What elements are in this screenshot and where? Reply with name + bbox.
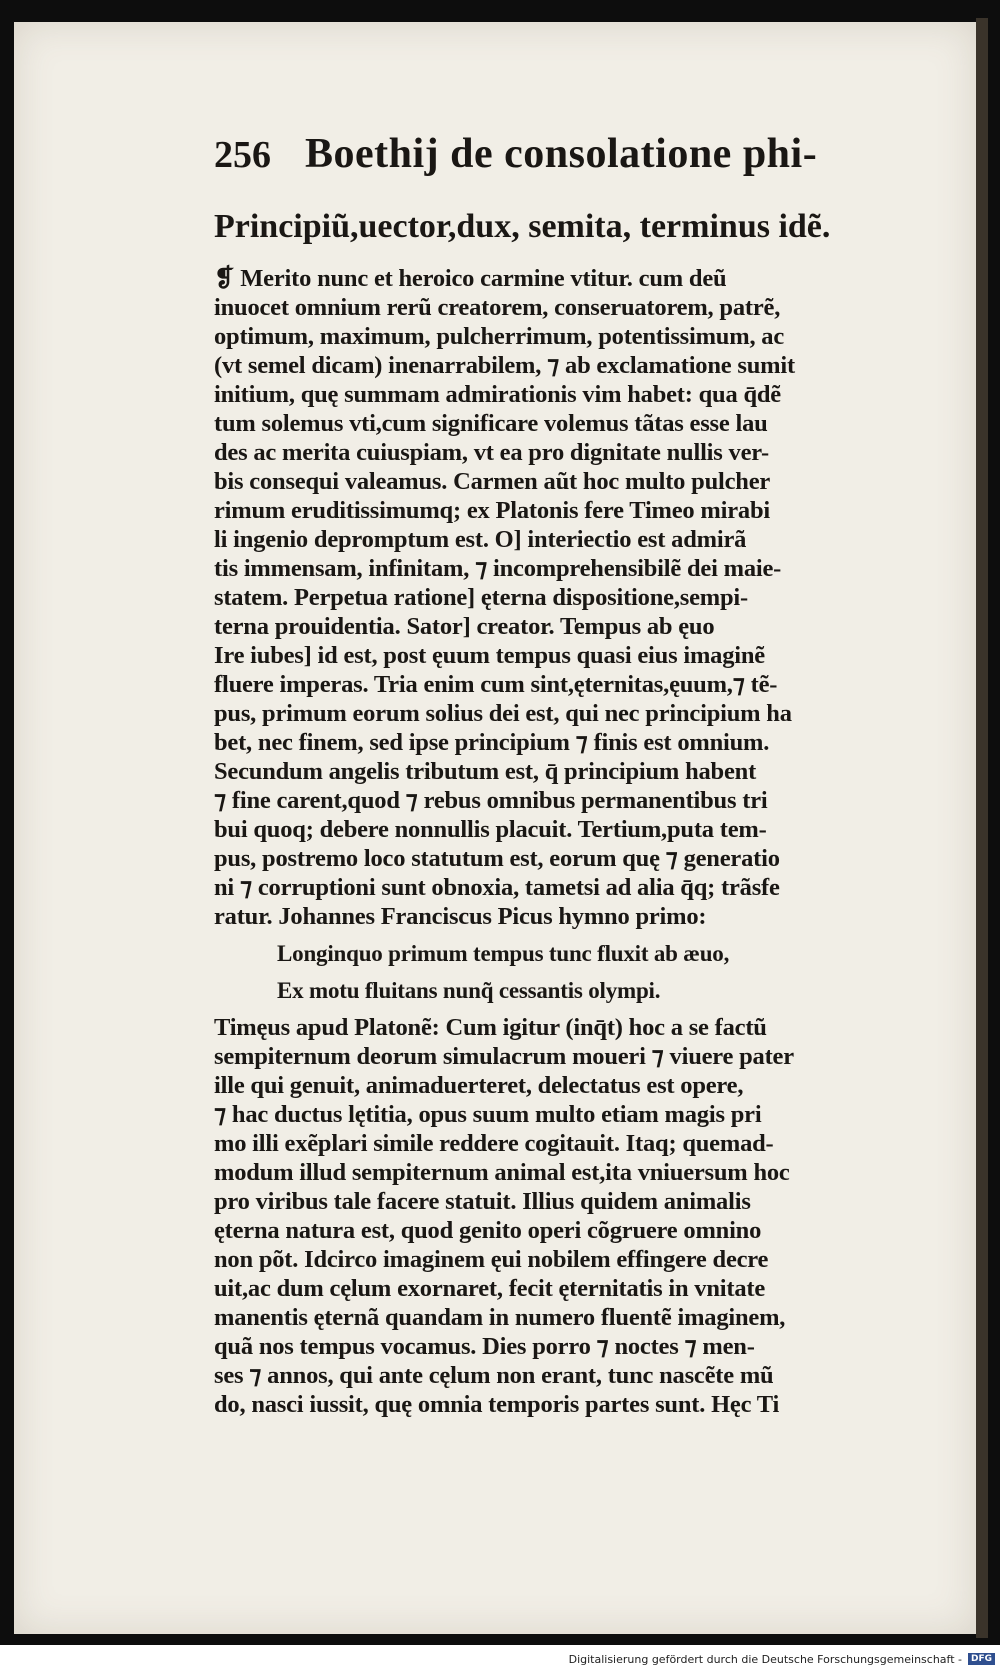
text-line: optimum, maximum, pulcherrimum, potentissimum, ac	[214, 323, 785, 350]
text-line: terna prouidentia. Sator] creator. Tempus ab ęuo	[214, 613, 715, 640]
text-line: uit,ac dum cęlum exornaret, fecit ęternitatis in vnitate	[214, 1275, 766, 1302]
dfg-logo: DFG	[968, 1653, 995, 1665]
text-line: ratur. Johannes Franciscus Picus hymno primo:	[214, 903, 707, 930]
quote-line: Ex motu fluitans nunq̃ cessantis olympi.	[277, 978, 661, 1003]
text-line: do, nasci iussit, quę omnia temporis partes sunt. Hęc Ti	[214, 1391, 780, 1418]
verse-line: Principiũ,uector,dux, semita, terminus idẽ.	[214, 208, 831, 245]
text-line: ❡ Merito nunc et heroico carmine vtitur. cum deũ	[214, 265, 727, 292]
text-line: ses ⁊ annos, qui ante cęlum non erant, tunc nascẽte mũ	[214, 1362, 774, 1389]
text-block	[214, 130, 952, 1419]
text-line: Secundum angelis tributum est, q̄ principium habent	[214, 758, 757, 785]
text-line: li ingenio depromptum est. O] interiectio est admirã	[214, 526, 747, 553]
text-line: bis consequi valeamus. Carmen aũt hoc multo pulcher	[214, 468, 771, 495]
text-line: non põt. Idcirco imaginem ęui nobilem effingere decre	[214, 1246, 769, 1273]
text-line: Timęus apud Platonẽ: Cum igitur (inq̄t) hoc a se factũ	[214, 1014, 767, 1041]
text-line: tis immensam, infinitam, ⁊ incomprehensibilẽ dei maie-	[214, 555, 782, 582]
page-edge	[976, 18, 988, 1638]
text-line: pro viribus tale facere statuit. Illius quidem animalis	[214, 1188, 751, 1215]
book-page	[14, 22, 976, 1634]
text-line: ⁊ fine carent,quod ⁊ rebus omnibus permanentibus tri	[214, 787, 768, 814]
text-line: tum solemus vti,cum significare volemus tãtas esse lau	[214, 410, 768, 437]
text-line: des ac merita cuiuspiam, vt ea pro dignitate nullis ver-	[214, 439, 769, 466]
commentary	[214, 264, 952, 1419]
footer-credit	[0, 1648, 995, 1670]
text-line: mo illi exẽplari simile reddere cogitauit. Itaq; quemad-	[214, 1130, 774, 1157]
quote-line: Longinquo primum tempus tunc fluxit ab æuo,	[277, 941, 730, 966]
text-line: manentis ęternã quandam in numero fluentẽ imaginem,	[214, 1304, 786, 1331]
verse-quotation	[214, 935, 952, 1009]
text-line: bet, nec finem, sed ipse principium ⁊ finis est omnium.	[214, 729, 770, 756]
page-header	[214, 130, 952, 202]
commentary-paragraph-2	[214, 1013, 952, 1419]
text-line: ⁊ hac ductus lętitia, opus suum multo etiam magis pri	[214, 1101, 762, 1128]
text-line: pus, primum eorum solius dei est, qui nec principium ha	[214, 700, 792, 727]
footer-credit-text: Digitalisierung gefördert durch die Deutsche Forschungsgemeinschaft -	[568, 1652, 962, 1666]
page-number: 256	[214, 134, 271, 176]
text-line: bui quoq; debere nonnullis placuit. Tertium,puta tem-	[214, 816, 767, 843]
text-line: sempiternum deorum simulacrum moueri ⁊ viuere pater	[214, 1043, 794, 1070]
text-line: rimum eruditissimumq; ex Platonis fere Timeo mirabi	[214, 497, 770, 524]
running-head: Boethij de consolatione phi-	[305, 131, 818, 177]
text-line: pus, postremo loco statutum est, eorum quę ⁊ generatio	[214, 845, 780, 872]
text-line: modum illud sempiternum animal est,ita vniuersum hoc	[214, 1159, 790, 1186]
text-line: ni ⁊ corruptioni sunt obnoxia, tametsi ad alia q̄q; trãsfe	[214, 874, 780, 901]
text-line: Ire iubes] id est, post ęuum tempus quasi eius imaginẽ	[214, 642, 765, 669]
text-line: ille qui genuit, animaduerteret, delectatus est opere,	[214, 1072, 744, 1099]
text-line: fluere imperas. Tria enim cum sint,ęternitas,ęuum,⁊ tẽ-	[214, 671, 778, 698]
text-line: initium, quę summam admirationis vim habet: qua q̄dẽ	[214, 381, 781, 408]
commentary-paragraph-1	[214, 264, 952, 931]
text-line: (vt semel dicam) inenarrabilem, ⁊ ab exclamatione sumit	[214, 352, 795, 379]
text-line: statem. Perpetua ratione] ęterna dispositione,sempi-	[214, 584, 748, 611]
text-line: ęterna natura est, quod genito operi cõgruere omnino	[214, 1217, 762, 1244]
text-line: inuocet omnium rerũ creatorem, conseruatorem, patrẽ,	[214, 294, 781, 321]
text-line: quã nos tempus vocamus. Dies porro ⁊ noctes ⁊ men-	[214, 1333, 755, 1360]
